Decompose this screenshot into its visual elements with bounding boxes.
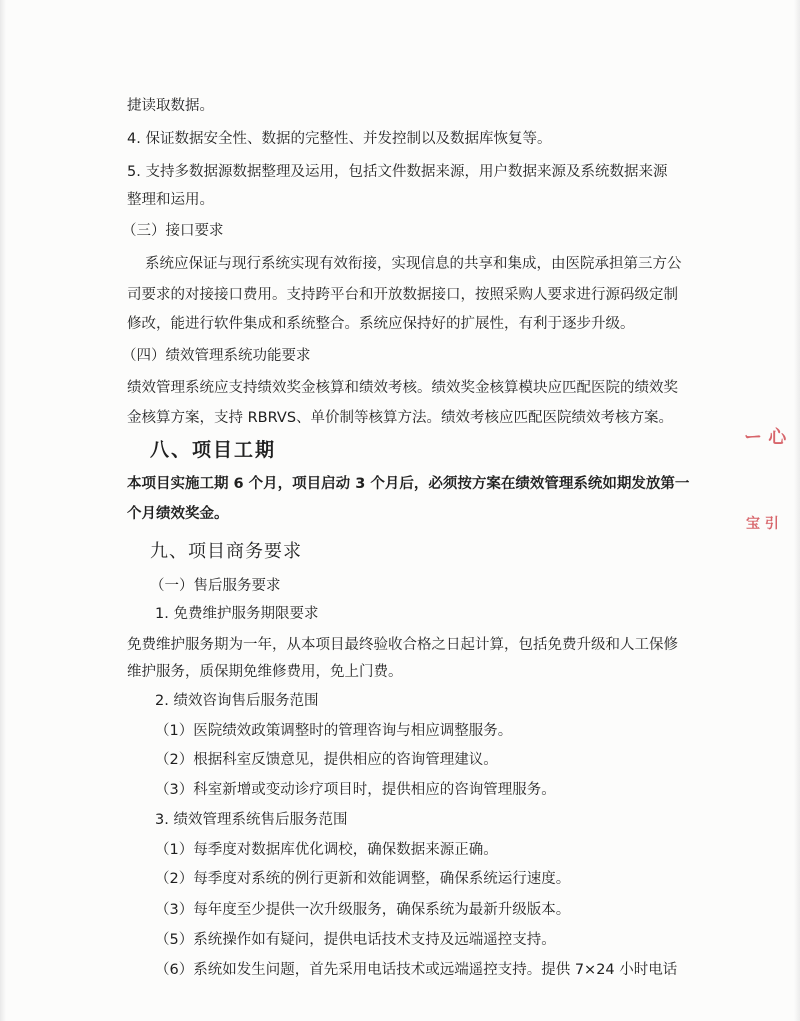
chapter-heading-business: 九、项目商务要求 [150, 541, 302, 562]
paragraph-line: 司要求的对接接口费用。支持跨平台和开放数据接口，按照采购人要求进行源码级定制 [127, 287, 678, 303]
scan-right-edge [794, 0, 800, 1021]
paragraph-line: 捷读取数据。 [127, 98, 214, 114]
paragraph-line: 系统应保证与现行系统实现有效衔接，实现信息的共享和集成，由医院承担第三方公 [145, 256, 682, 272]
subsection-heading-2: 2. 绩效咨询售后服务范围 [155, 693, 319, 709]
paragraph-line: 维护服务，质保期免维修费用，免上门费。 [127, 664, 403, 680]
list-item: （1）每季度对数据库优化调校，确保数据来源正确。 [155, 842, 498, 858]
paragraph-line-bold: 本项目实施工期 6 个月，项目启动 3 个月后，必须按方案在绩效管理系统如期发放第一 [127, 476, 690, 492]
chapter-heading-project-period: 八、项目工期 [150, 439, 277, 461]
section-heading-performance: （四）绩效管理系统功能要求 [122, 348, 311, 364]
paragraph-line: 绩效管理系统应支持绩效奖金核算和绩效考核。绩效奖金核算模块应匹配医院的绩效奖 [127, 380, 678, 396]
list-item: （6）系统如发生问题，首先采用电话技术或远端遥控支持。提供 7×24 小时电话 [155, 962, 678, 978]
list-item: （3）每年度至少提供一次升级服务，确保系统为最新升级版本。 [155, 902, 571, 918]
list-item: （3）科室新增或变动诊疗项目时，提供相应的咨询管理服务。 [155, 782, 556, 798]
red-margin-annotation: ー 心 [744, 427, 787, 448]
list-item: （1）医院绩效政策调整时的管理咨询与相应调整服务。 [155, 723, 513, 739]
list-item-5: 5. 支持多数据源数据整理及运用，包括文件数据来源，用户数据来源及系统数据来源 [127, 164, 668, 180]
list-item: （5）系统操作如有疑问，提供电话技术支持及远端遥控支持。 [155, 932, 556, 948]
list-item: （2）根据科室反馈意见，提供相应的咨询管理建议。 [155, 752, 498, 768]
subsection-heading-1: 1. 免费维护服务期限要求 [155, 606, 319, 622]
list-item-4: 4. 保证数据安全性、数据的完整性、并发控制以及数据库恢复等。 [127, 131, 552, 147]
section-heading-interface: （三）接口要求 [122, 223, 224, 239]
list-item: （2）每季度对系统的例行更新和效能调整，确保系统运行速度。 [155, 871, 571, 887]
paragraph-line: 金核算方案，支持 RBRVS、单价制等核算方法。绩效考核应匹配医院绩效考核方案。 [127, 410, 674, 426]
paragraph-line: 免费维护服务期为一年，从本项目最终验收合格之日起计算，包括免费升级和人工保修 [127, 637, 678, 653]
paragraph-line-bold: 个月绩效奖金。 [127, 506, 229, 522]
paragraph-line: 修改，能进行软件集成和系统整合。系统应保持好的扩展性，有利于逐步升级。 [127, 316, 635, 332]
red-margin-annotation: 宝 引 [746, 516, 779, 532]
paragraph-line: 整理和运用。 [127, 192, 214, 208]
section-heading-after-sales: （一）售后服务要求 [150, 578, 281, 594]
subsection-heading-3: 3. 绩效管理系统售后服务范围 [155, 812, 348, 828]
scan-left-edge [0, 0, 6, 1021]
